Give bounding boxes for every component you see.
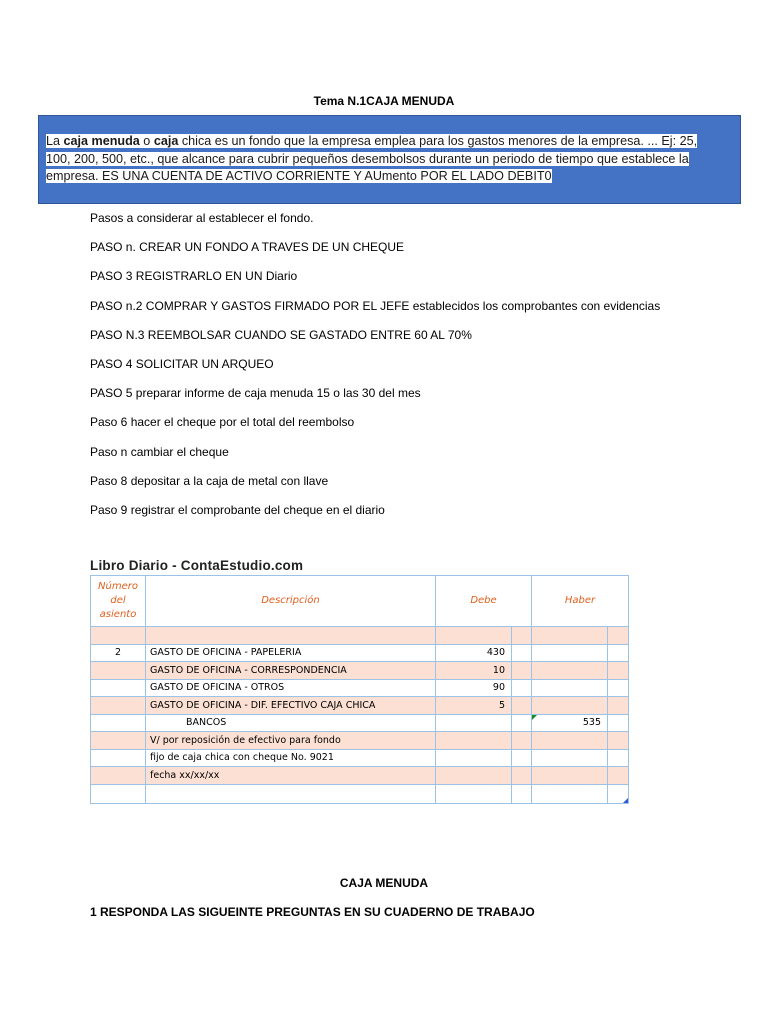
table-row	[91, 662, 629, 680]
cell-desc: fecha xx/xx/xx	[146, 767, 436, 785]
cell-num	[91, 767, 146, 785]
cell-num	[91, 679, 146, 697]
cell-haber	[532, 627, 608, 645]
cell-debe	[436, 627, 512, 645]
header-numero: Número del asiento	[91, 576, 146, 627]
cell-desc	[146, 627, 436, 645]
cell-debe: 5	[436, 697, 512, 715]
table-row	[91, 749, 629, 767]
cell-num: 2	[91, 644, 146, 662]
cell-debe	[436, 714, 512, 732]
cell-spacer	[512, 662, 532, 680]
cell-desc: BANCOS	[146, 714, 436, 732]
cell-desc: GASTO DE OFICINA - OTROS	[146, 679, 436, 697]
cell-num	[91, 627, 146, 645]
cell-debe: 430	[436, 644, 512, 662]
cell-spacer	[608, 732, 629, 750]
cell-haber	[532, 784, 608, 803]
table-row	[91, 644, 629, 662]
definition-text	[46, 133, 722, 186]
cell-spacer	[512, 767, 532, 785]
cell-haber	[532, 697, 608, 715]
step-item: Paso 8 depositar a la caja de metal con llave	[90, 473, 329, 488]
cell-desc: GASTO DE OFICINA - DIF. EFECTIVO CAJA CHICA	[146, 697, 436, 715]
cell-debe	[436, 784, 512, 803]
cell-spacer	[512, 714, 532, 732]
cell-haber	[532, 679, 608, 697]
step-item: PASO N.3 REEMBOLSAR CUANDO SE GASTADO ENTRE 60 AL 70%	[90, 327, 472, 342]
cell-desc: GASTO DE OFICINA - CORRESPONDENCIA	[146, 662, 436, 680]
cell-spacer	[608, 714, 629, 732]
cell-spacer	[608, 644, 629, 662]
table-row	[91, 714, 629, 732]
step-item: PASO n.2 COMPRAR Y GASTOS FIRMADO POR EL JEFE establecidos los comprobantes con evidencias	[90, 298, 661, 313]
cell-haber	[532, 732, 608, 750]
cell-spacer	[512, 697, 532, 715]
table-row	[91, 784, 629, 803]
table-row	[91, 697, 629, 715]
cell-spacer	[512, 627, 532, 645]
ledger-header-row	[91, 576, 629, 627]
cell-num	[91, 662, 146, 680]
step-item: PASO n. CREAR UN FONDO A TRAVES DE UN CHEQUE	[90, 240, 405, 255]
header-debe: Debe	[436, 576, 532, 627]
definition-term: caja	[153, 134, 179, 148]
section-subtitle: CAJA MENUDA	[339, 876, 429, 890]
steps-list	[90, 209, 730, 530]
table-row	[91, 679, 629, 697]
cell-num	[91, 732, 146, 750]
step-item: Paso 9 registrar el comprobante del cheque en el diario	[90, 502, 385, 517]
cell-desc: GASTO DE OFICINA - PAPELERIA	[146, 644, 436, 662]
ledger-image	[90, 557, 630, 804]
cell-spacer	[608, 662, 629, 680]
cell-spacer	[608, 749, 629, 767]
cell-spacer	[608, 767, 629, 785]
question-heading: 1 RESPONDA LAS SIGUEINTE PREGUNTAS EN SU CUADERNO DE TRABAJO	[90, 905, 535, 919]
cell-spacer	[608, 784, 629, 803]
step-item: Paso 6 hacer el cheque por el total del reembolso	[90, 415, 355, 430]
cell-desc: fijo de caja chica con cheque No. 9021	[146, 749, 436, 767]
definition-part: La	[46, 134, 64, 148]
header-haber: Haber	[532, 576, 629, 627]
definition-part: chica es un fondo que la empresa emplea para los gastos menores de la empresa. ... Ej: 25, 100, 200, 500, etc., que alcance para cubrir pequeños desembolsos durante un periodo de tiempo que establece la empresa. ES UNA CUENTA DE ACTIVO CORRIENTE Y AUmento POR EL LADO DEBIT0	[46, 134, 698, 183]
cell-num	[91, 714, 146, 732]
error-flag-icon	[532, 715, 537, 720]
ledger-title: Libro Diario - ContaEstudio.com	[90, 558, 304, 573]
cell-debe: 10	[436, 662, 512, 680]
cell-haber	[532, 749, 608, 767]
cell-haber-value: 535	[582, 717, 602, 729]
resize-handle-icon	[623, 798, 628, 803]
cell-num	[91, 784, 146, 803]
step-item: PASO 5 preparar informe de caja menuda 15 o las 30 del mes	[90, 386, 421, 401]
cell-debe	[436, 749, 512, 767]
step-item: Pasos a considerar al establecer el fondo.	[90, 211, 314, 225]
cell-haber	[532, 714, 608, 732]
cell-debe	[436, 732, 512, 750]
table-row	[91, 767, 629, 785]
cell-haber	[532, 662, 608, 680]
cell-num	[91, 697, 146, 715]
step-item: Paso n cambiar el cheque	[90, 444, 229, 459]
definition-term: caja menuda	[63, 134, 140, 148]
document-title: Tema N.1CAJA MENUDA	[313, 94, 455, 108]
cell-spacer	[512, 749, 532, 767]
header-descripcion: Descripción	[146, 576, 436, 627]
cell-spacer	[512, 644, 532, 662]
cell-spacer	[608, 679, 629, 697]
cell-spacer	[512, 784, 532, 803]
step-item: PASO 4 SOLICITAR UN ARQUEO	[90, 356, 274, 371]
cell-num	[91, 749, 146, 767]
cell-desc: V/ por reposición de efectivo para fondo	[146, 732, 436, 750]
cell-desc	[146, 784, 436, 803]
table-row	[91, 627, 629, 645]
cell-spacer	[608, 697, 629, 715]
cell-haber	[532, 767, 608, 785]
cell-debe	[436, 767, 512, 785]
ledger-table	[90, 575, 629, 804]
cell-spacer	[512, 732, 532, 750]
definition-part: o	[139, 134, 154, 148]
table-row	[91, 732, 629, 750]
cell-haber	[532, 644, 608, 662]
cell-spacer	[608, 627, 629, 645]
step-item: PASO 3 REGISTRARLO EN UN Diario	[90, 269, 298, 284]
cell-spacer	[512, 679, 532, 697]
cell-debe: 90	[436, 679, 512, 697]
